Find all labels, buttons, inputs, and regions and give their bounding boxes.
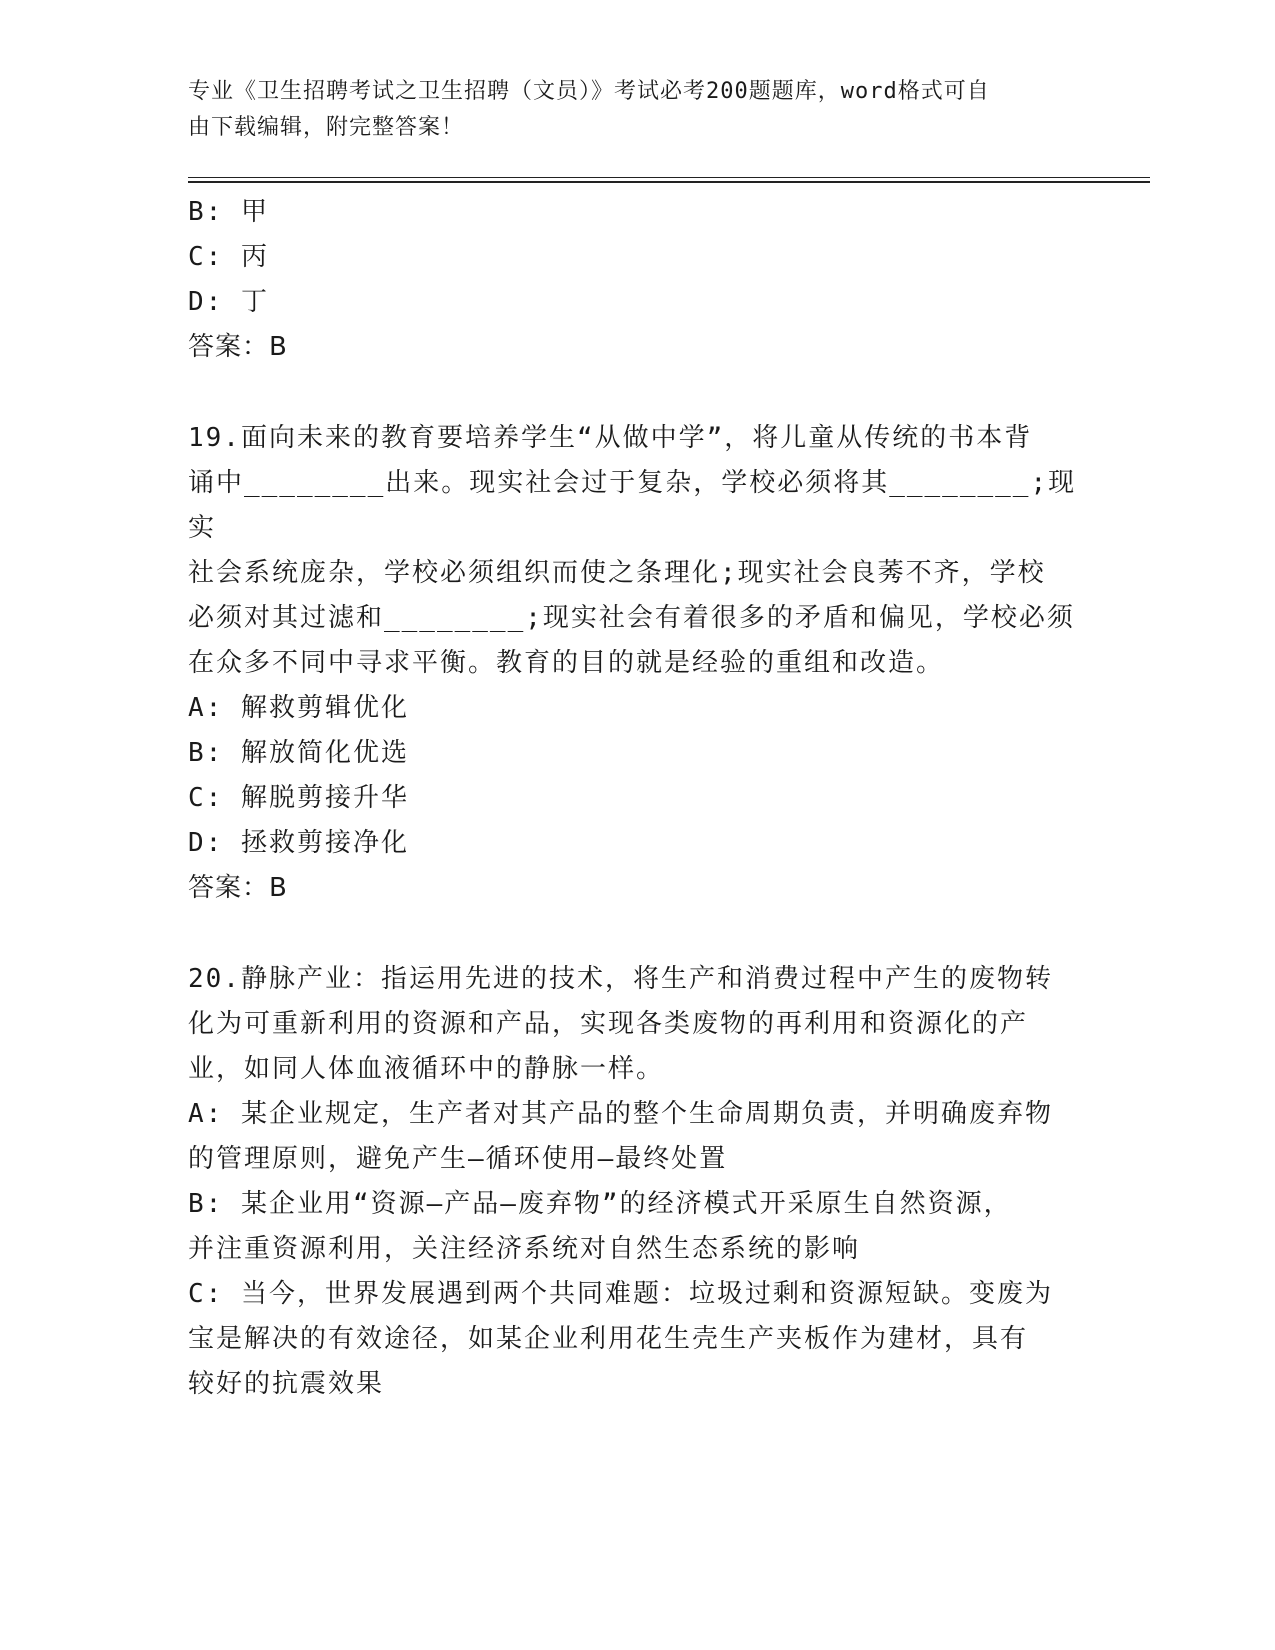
q20-stem-line: 20.静脉产业：指运用先进的技术，将生产和消费过程中产生的废物转 [188,964,1053,994]
q20-option-a-line: A: 某企业规定，生产者对其产品的整个生命周期负责，并明确废弃物 [188,1099,1053,1129]
q19-option-a: A: 解救剪辑优化 [188,693,409,723]
q19-stem-line: 诵中________出来。现实社会过于复杂，学校必须将其________;现实 [188,468,1077,543]
q19-answer: 答案：B [188,873,288,903]
q19-option-d: D: 拯救剪接净化 [188,828,409,858]
q18-option-b: B: 甲 [188,197,269,227]
question-19 [188,416,1078,911]
q18-option-d: D: 丁 [188,287,269,317]
question-20 [188,957,1078,1407]
q20-option-b-line: B: 某企业用“资源—产品—废弃物”的经济模式开采原生自然资源， [188,1189,1012,1219]
q20-stem-line: 化为可重新利用的资源和产品，实现各类废物的再利用和资源化的产 [188,1009,1029,1039]
q20-option-c-line: C: 当今，世界发展遇到两个共同难题：垃圾过剩和资源短缺。变废为 [188,1279,1053,1309]
q20-option-a-line: 的管理原则，避免产生—循环使用—最终处置 [188,1144,728,1174]
q19-stem-line: 必须对其过滤和________;现实社会有着很多的矛盾和偏见，学校必须 [188,603,1075,633]
header-title-line-1: 专业《卫生招聘考试之卫生招聘（文员）》考试必考200题题库，word格式可自 [188,79,990,104]
q20-stem-line: 业，如同人体血液循环中的静脉一样。 [188,1054,665,1084]
q20-option-b-line: 并注重资源利用，关注经济系统对自然生态系统的影响 [188,1234,861,1264]
spacer [188,911,1078,957]
q20-option-c-line: 宝是解决的有效途径，如某企业利用花生壳生产夹板作为建材，具有 [188,1324,1029,1354]
header-rule-thin [188,177,1150,178]
q19-option-c: C: 解脱剪接升华 [188,783,409,813]
q20-option-c-line: 较好的抗震效果 [188,1369,385,1399]
document-header [188,74,1068,146]
document-body [188,190,1078,1407]
header-title-line-2: 由下载编辑，附完整答案！ [188,115,465,140]
q19-stem-line: 19.面向未来的教育要培养学生“从做中学”，将儿童从传统的书本背 [188,423,1033,453]
q19-stem-line: 在众多不同中寻求平衡。教育的目的就是经验的重组和改造。 [188,648,945,678]
q19-option-b: B: 解放简化优选 [188,738,409,768]
spacer [188,370,1078,416]
header-rule-thick [188,181,1150,183]
question-18-tail [188,190,1078,370]
q19-stem-line: 社会系统庞杂，学校必须组织而使之条理化;现实社会良莠不齐，学校 [188,558,1046,588]
q18-option-c: C: 丙 [188,242,269,272]
q18-answer: 答案：B [188,332,288,362]
